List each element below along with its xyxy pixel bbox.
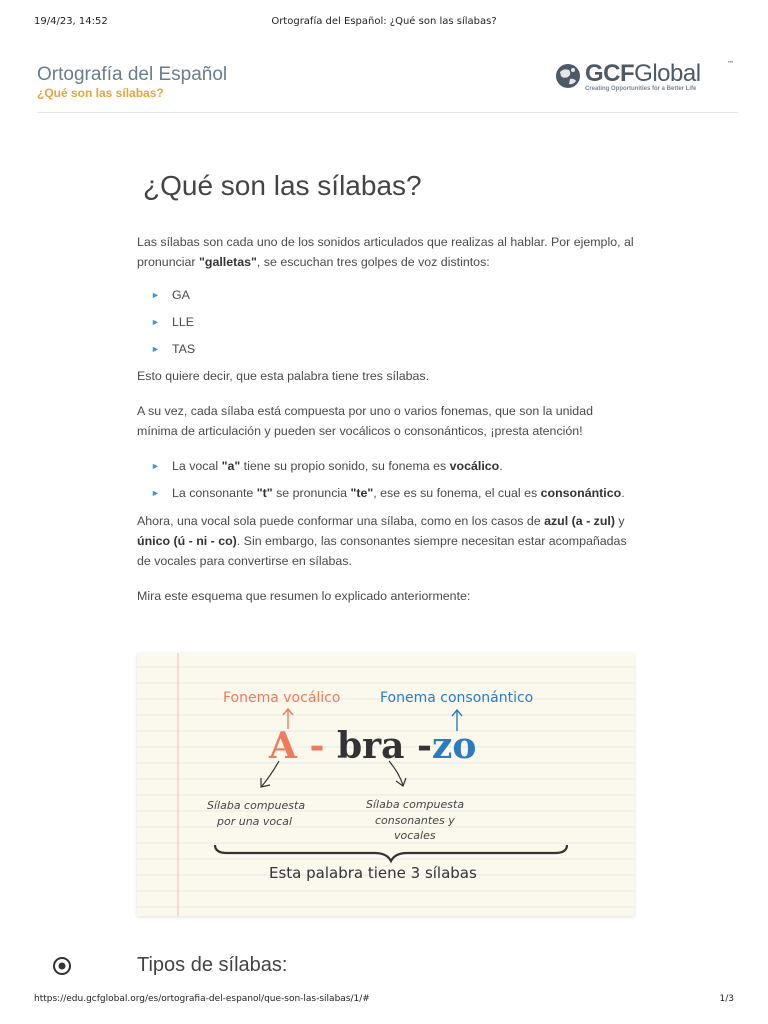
next-section: [52, 952, 652, 986]
syllable-a: A: [269, 725, 297, 767]
print-date: 19/4/23, 14:52: [34, 16, 108, 27]
note-left-line-2: por una vocal: [217, 815, 292, 828]
vowel-syllable-paragraph: Ahora, una vocal sola puede conformar una sílaba, como en los casos de azul (a - zul) y único (ú - ni - co). Sin embargo, las consonantes siempre necesitan estar acompañadas de vocales para convertirse en sílabas.: [137, 514, 627, 568]
print-header: [34, 16, 734, 30]
course-title[interactable]: Ortografía del Español: [37, 64, 228, 85]
separator-dash: -: [404, 725, 432, 767]
list-item: ► La vocal "a" tiene su propio sonido, su fonema es vocálico.: [137, 456, 637, 476]
note-right-line-1: Sílaba compuesta: [366, 798, 465, 811]
syllable-zo-z: zo: [431, 725, 477, 767]
separator-dash: -: [296, 725, 337, 767]
section-heading-tipos: Tipos de sílabas:: [137, 954, 288, 976]
triangle-bullet-icon: ►: [151, 488, 160, 498]
note-right-line-2: consonantes y: [375, 814, 455, 827]
print-url: https://edu.gcfglobal.org/es/ortografia-del-espanol/que-son-las-silabas/1/#: [34, 994, 370, 1004]
list-item: ► TAS: [137, 339, 637, 366]
gcfglobal-logo[interactable]: [554, 60, 734, 96]
syllable-diagram: [137, 653, 634, 916]
list-item: ► GA: [137, 285, 637, 312]
label-fonema-consonantico: Fonema consonántico: [380, 690, 534, 706]
syllable-bra: bra: [336, 725, 405, 767]
site-header: [37, 60, 738, 113]
word-abrazo: [268, 725, 476, 767]
triangle-bullet-icon: ►: [151, 290, 160, 300]
note-left-line-1: Sílaba compuesta: [207, 799, 306, 812]
phoneme-list: [137, 456, 637, 503]
lesson-subtitle: ¿Qué son las sílabas?: [37, 86, 164, 100]
diagram-intro-paragraph: Mira este esquema que resumen lo explicado anteriormente:: [137, 589, 471, 603]
label-fonema-vocalico: Fonema vocálico: [223, 690, 341, 706]
list-item: ► LLE: [137, 312, 637, 339]
audio-target-icon[interactable]: [52, 956, 72, 976]
print-footer: [34, 994, 734, 1006]
article-content: [137, 170, 637, 606]
note-right-line-3: vocales: [394, 829, 436, 842]
diagram-canvas: [137, 653, 634, 916]
logo-tagline: Creating Opportunities for a Better Life: [585, 86, 697, 92]
syllable-list: [137, 285, 637, 366]
list-item: ► La consonante "t" se pronuncia "te", ese es su fonema, el cual es consonántico.: [137, 483, 637, 503]
triangle-bullet-icon: ►: [151, 461, 160, 471]
logo-trademark: ™: [727, 60, 734, 68]
phonemes-paragraph: A su vez, cada sílaba está compuesta por uno o varios fonemas, que son la unidad mínima de articulación y pueden ser vocálicos o consonánticos, ¡presta atención!: [137, 404, 593, 438]
triangle-bullet-icon: ►: [151, 317, 160, 327]
globe-logo-icon: [554, 62, 582, 90]
article-title: ¿Qué son las sílabas?: [143, 170, 422, 201]
summary-text: Esta palabra tiene 3 sílabas: [269, 864, 477, 882]
intro-paragraph: Las sílabas son cada uno de los sonidos articulados que realizas al hablar. Por ejemplo, al pronunciar "galletas", se escuchan tres golpes de voz distintos:: [137, 235, 634, 269]
logo-wordmark: GCFGlobal: [585, 60, 701, 87]
print-page-number: 1/3: [719, 994, 734, 1004]
triangle-bullet-icon: ►: [151, 344, 160, 354]
print-title: Ortografía del Español: ¿Qué son las sílabas?: [271, 16, 497, 27]
three-syllables-paragraph: Esto quiere decir, que esta palabra tiene tres sílabas.: [137, 369, 430, 383]
